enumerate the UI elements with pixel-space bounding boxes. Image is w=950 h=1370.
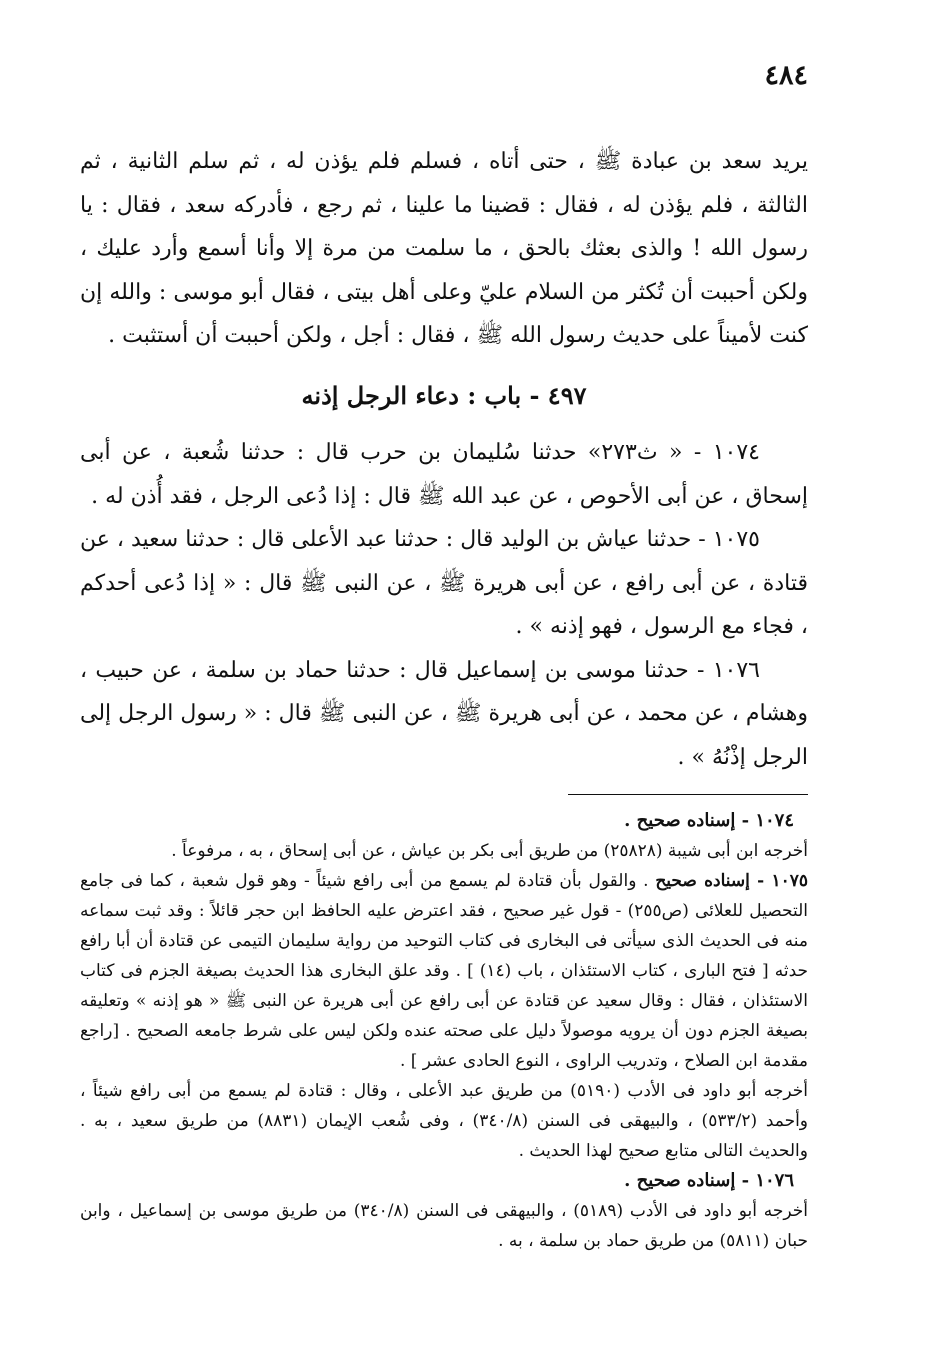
footnote-1075 <box>80 866 808 1076</box>
hadith-1076: ١٠٧٦ - حدثنا موسى بن إسماعيل قال : حدثنا حماد بن سلمة ، عن حبيب ، وهشام ، عن محمد ، عن أبى هريرة ﷺ ، عن النبى ﷺ قال : « رسول الرجل إلى الرجل إذْنُهُ » . <box>80 657 808 770</box>
hadith-1075: ١٠٧٥ - حدثنا عياش بن الوليد قال : حدثنا عبد الأعلى قال : حدثنا سعيد ، عن قتادة ، عن أبى رافع ، عن أبى هريرة ﷺ ، عن النبى ﷺ قال : « إذا دُعى أحدكم ، فجاء مع الرسول ، فهو إذنه » . <box>80 527 808 639</box>
footnote-1075-text-2: أخرجه أبو داود فى الأدب (٥١٩٠) من طريق عبد الأعلى ، وقال : قتادة لم يسمع من أبى رافع شيئاً ، وأحمد (٥٣٣/٢) ، والبيهقى فى السنن (٣٤٠/٨) ، وفى شُعب الإيمان (٨٨٣١) من طريق سعيد ، به . والحديث التالى متابع صحيح لهذا الحديث . <box>80 1081 809 1161</box>
hadith-1074: ١٠٧٤ - « ث٢٧٣» حدثنا سُليمان بن حرب قال : حدثنا شُعبة ، عن أبى إسحاق ، عن أبى الأحوص ، عن عبد الله ﷺ قال : إذا دُعى الرجل ، فقد أُذن له . <box>80 440 808 509</box>
book-page <box>80 0 808 1370</box>
footnote-1076-text: أخرجه أبو داود فى الأدب (٥١٨٩) ، والبيهقى فى السنن (٣٤٠/٨) من طريق موسى بن إسماعيل ، وابن حبان (٥٨١١) من طريق حماد بن سلمة ، به . <box>80 1201 808 1251</box>
footnote-1074-heading: ١٠٧٤ - إسناده صحيح . <box>624 810 794 831</box>
chapter-heading: ٤٩٧ - باب : دعاء الرجل إذنه <box>301 380 587 410</box>
footnote-divider <box>568 794 808 795</box>
footnote-1076-heading: ١٠٧٦ - إسناده صحيح . <box>624 1170 794 1191</box>
page-number: ٤٨٤ <box>764 60 808 91</box>
footnotes <box>80 806 808 1256</box>
footnote-1074-text: أخرجه ابن أبى شيبة (٢٥٨٢٨) من طريق أبى بكر بن عياش ، عن أبى إسحاق ، به ، مرفوعاً . <box>171 841 808 861</box>
main-text <box>80 140 808 779</box>
continuation-paragraph: يريد سعد بن عبادة ﷺ ، حتى أتاه ، فسلم فلم يؤذن له ، ثم سلم الثانية ، ثم الثالثة ، فلم يؤذن له ، فقال : قضينا ما علينا ، ثم رجع ، فأدركه سعد ، فقال : يا رسول الله ! والذى بعثك بالحق ، ما سلمت من مرة إلا وأنا أسمع وأرد عليك ، ولكن أحببت أن تُكثر من السلام عليّ وعلى أهل بيتى ، فقال أبو موسى : والله إن كنت لأميناً على حديث رسول الله ﷺ ، فقال : أجل ، ولكن أحببت أن أستثبت . <box>80 149 808 348</box>
footnote-1075-text: . والقول بأن قتادة لم يسمع من أبى رافع شيئاً - وهو قول شعبة ، كما فى جامع التحصيل للعلائى (ص٢٥٥) - قول غير صحيح ، فقد اعترض عليه الحافظ ابن حجر قائلاً : وقد ثبت سماعه منه فى الحديث الذى سيأتى فى البخارى فى كتاب التوحيد من رواية سليمان التيمى عن قتادة أن أبا رافع حدثه [ فتح البارى ، كتاب الاستئذان ، باب (١٤) ] . وقد علق البخارى هذا الحديث بصيغة الجزم فى كتاب الاستئذان ، فقال : وقال سعيد عن قتادة عن أبى رافع عن أبى هريرة عن النبى ﷺ « هو إذنه » وتعليقه بصيغة الجزم دون أن يرويه موصولاً دليل على صحته عنده ولكن ليس على شرط جامعه الصحيح . [راجع مقدمة ابن الصلاح ، وتدريب الراوى ، النوع الحادى عشر ] . <box>80 871 808 1071</box>
footnote-1075-heading: ١٠٧٥ - إسناده صحيح <box>655 871 809 891</box>
